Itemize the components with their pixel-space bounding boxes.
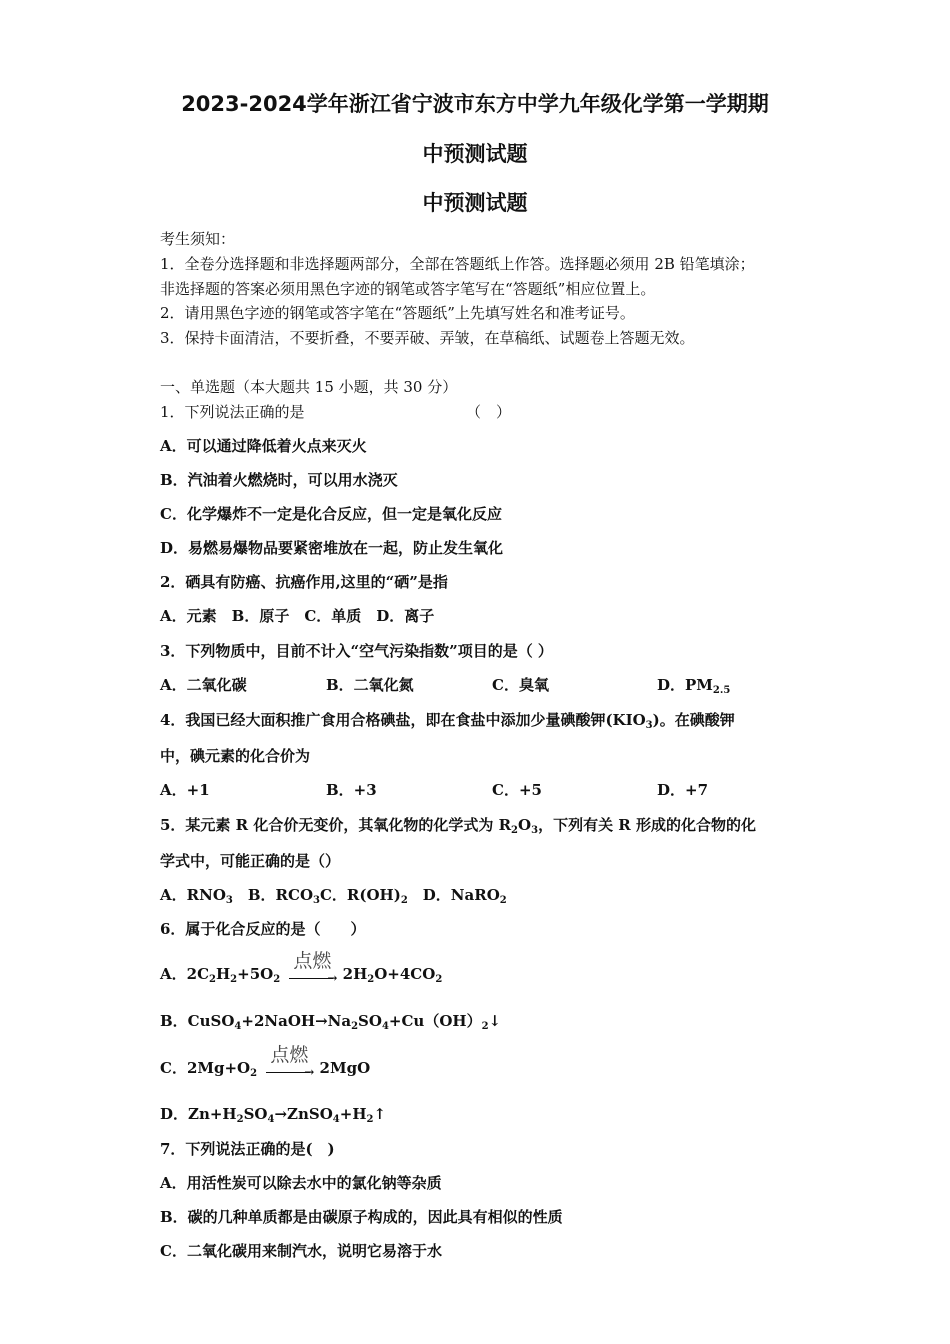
exam-title-line3: 中预测试题 [422, 191, 528, 215]
q6-stem: 6．属于化合反应的是（ ） [160, 920, 366, 938]
q4-option-a: A．+1 [160, 781, 210, 799]
q5-stem-line2: 学式中，可能正确的是（） [160, 852, 341, 870]
q3-option-b: B．二氧化氮 [326, 676, 414, 694]
q1-option-d: D．易燃易爆物品要紧密堆放在一起，防止发生氧化 [160, 539, 504, 557]
reaction-arrow: 点燃 → [266, 1066, 310, 1073]
q4-option-c: C．+5 [492, 781, 542, 799]
q2-stem: 2．硒具有防癌、抗癌作用,这里的“硒”是指 [160, 573, 448, 591]
q1-stem: 1．下列说法正确的是 [160, 403, 305, 421]
q7-option-b: B．碳的几种单质都是由碳原子构成的，因此具有相似的性质 [160, 1208, 563, 1226]
q7-option-a: A．用活性炭可以除去水中的氯化钠等杂质 [160, 1174, 442, 1192]
q1-option-c: C．化学爆炸不一定是化合反应，但一定是氧化反应 [160, 505, 502, 523]
condition-label: 点燃 [270, 1043, 309, 1066]
q6-option-b: B．$CuSO_4+2NaOH\to Na_2SO_4+Cu(OH)_2↓$ [160, 1012, 502, 1032]
q1-option-a: A．可以通过降低着火点来灭火 [160, 437, 367, 455]
q6-option-a: A．$2C_2H_2+5O_2$ 点燃 → $2H_2O+4CO_2$ [160, 963, 442, 985]
q4-option-b: B．+3 [326, 781, 377, 799]
q5-options: A．$RNO_3$ B．$RCO_3C$．$R(OH)_2$ D．NaRO$_2$ [160, 886, 507, 906]
notice-item-2: 2．请用黑色字迹的钢笔或答字笔在“答题纸”上先填写姓名和准考证号。 [160, 304, 635, 322]
notice-item-3: 3．保持卡面清洁，不要折叠，不要弄破、弄皱，在草稿纸、试题卷上答题无效。 [160, 329, 695, 347]
reaction-arrow: 点燃 → [289, 972, 333, 979]
q1-answer-paren: （ ） [466, 403, 512, 421]
notice-item-1a: 1．全卷分选择题和非选择题两部分，全部在答题纸上作答。选择题必须用 2B 铅笔填涂； [160, 255, 755, 273]
q3-stem: 3．下列物质中，目前不计入“空气污染指数”项目的是（ ） [160, 642, 553, 660]
notice-item-1b: 非选择题的答案必须用黑色字迹的钢笔或答字笔写在“答题纸”相应位置上。 [160, 280, 656, 298]
q1-option-b: B．汽油着火燃烧时，可以用水浇灭 [160, 471, 398, 489]
exam-title-line1: 2023-2024学年浙江省宁波市东方中学九年级化学第一学期期 [181, 92, 769, 116]
q3-option-d: D．$PM_{2.5}$ [657, 676, 731, 696]
q4-stem-line2: 中，碘元素的化合价为 [160, 747, 311, 765]
q3-option-c: C．臭氧 [492, 676, 549, 694]
section-heading: 一、单选题（本大题共 15 小题，共 30 分） [160, 378, 458, 396]
q7-stem: 7．下列说法正确的是( ) [160, 1140, 335, 1158]
q6-option-c: C．$2Mg+O_2$ 点燃 → 2MgO [160, 1057, 370, 1079]
notice-heading: 考生须知： [160, 230, 236, 248]
q7-option-c: C．二氧化碳用来制汽水，说明它易溶于水 [160, 1242, 442, 1260]
q6-option-d: D．$Zn+H_2SO_4\to ZnSO_4+H_2↑$ [160, 1105, 387, 1125]
q3-option-a: A．二氧化碳 [160, 676, 247, 694]
condition-label: 点燃 [293, 949, 332, 972]
q4-option-d: D．+7 [657, 781, 709, 799]
q5-stem-line1: 5．某元素 R 化合价无变价，其氧化物的化学式为 $R_2O_3$，下列有关 R 形成的化合物的化 [160, 816, 756, 836]
q2-options: A．元素 B．原子 C．单质 D．离子 [160, 607, 435, 625]
exam-title-line2: 中预测试题 [422, 142, 528, 166]
q4-stem-line1: 4．我国已经大面积推广食用合格碘盐，即在食盐中添加少量碘酸钾$(KIO_3)$。在碘酸钾 [160, 711, 735, 731]
